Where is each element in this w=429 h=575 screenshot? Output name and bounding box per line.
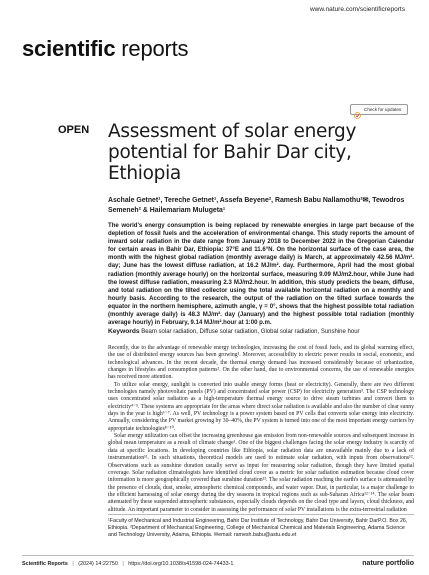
keywords-label: Keywords — [108, 328, 140, 335]
crossmark-icon — [354, 106, 361, 113]
footer-separator: | — [122, 561, 124, 567]
abstract: The world's energy consumption is being replaced by renewable energies in large part because of the depletion of fossil fuels and the acceleration of environmental change. This study reports the amount of inward solar radiation in the date range from January 2018 to December 2022 in the Gregorian Calendar for certain areas in Bahir Dar, Ethiopia: 37°E and 11.6°N. On the horizontal surface of the case area, the month with the highest global radiation (monthly average daily) is March, at approximately 42.56 MJ/m². day; June has the lowest diffuse radiation, at 16.2 MJ/m². day. Furthermore, April had the most global radiation (monthly average hourly) on the horizontal surface, measuring 9.09 MJ/m2.hour, while June had the lowest diffuse radiation, measuring 2.3 MJ/m2.hour. In addition, this study predicts the beam, diffuse, and total radiation on the tilted collector using the total available horizontal radiation on a monthly and hourly basis. According to the research, the output of the radiation on the tilted surface towards the equator in the northern hemisphere, azimuth angle, γ = 0°, shows that the highest possible total radiation (monthly average daily) is 48.3 MJ/m². day (January) and the highest possible total radiation (monthly average hourly) in February, 9.14 MJ/m².hour at 1:00 p.m. — [108, 223, 414, 327]
nature-portfolio-logo: nature portfolio — [362, 560, 414, 567]
footer-citation: (2024) 14:22750 — [78, 561, 118, 567]
journal-name-bold: scientific — [22, 36, 116, 61]
article-body — [108, 345, 414, 514]
affiliations-divider — [108, 514, 414, 515]
check-for-updates-button[interactable] — [350, 104, 408, 115]
keywords-line — [108, 328, 414, 335]
journal-masthead[interactable] — [22, 36, 188, 62]
journal-name-light: reports — [115, 36, 189, 61]
footer-journal: Scientific Reports — [22, 561, 68, 567]
open-access-label: OPEN — [58, 124, 90, 136]
footer-separator: | — [72, 561, 74, 567]
footer-divider — [22, 555, 414, 556]
body-paragraph: Solar energy utilization can offset the increasing greenhouse gas emission from non-renewable sources and subsequent increase in global mean temperature as a result of climate change¹. One of the biggest challenges facing the solar energy industry is scarcity of data at specific locations. In developing countries like Ethiopia, solar radiation data are unavailable mainly due to a lack of instrumentation¹¹. In such situations, theoretical models are used to estimate solar radiation, with inputs from observations¹². Observations such as sunshine duration usually serve as input for measuring solar radiation, though they have limited spatial coverage. Solar radiation climatologists have identified cloud cover as a metric for solar radiation estimation because cloud cover information is more geographically covered than sunshine duration¹³. The solar radiation reaching the earth's surface is attenuated by the presence of clouds, dust, smoke, atmospheric chemical compounds, and water vapor. Dust, in particular, is a major challenge to the efficient harnessing of solar energy during the dry seasons in tropical regions such as sub-Saharan Africa¹²⁻¹⁴. The solar beam attenuated by these suspended atmospheric substances, especially clouds depends on the cloud type and layers, cloud thickness, and altitude. An important parameter to consider in assessing the performance of solar PV installations is the extra-terrestrial radiation — [108, 433, 414, 513]
footer-doi-link[interactable]: https://doi.org/10.1038/s41598-024-74433-1 — [128, 561, 234, 567]
author-list[interactable]: Aschale Getnet¹, Tereche Getnet¹, Assefa Beyene², Ramesh Babu Nallamothu²✉, Tewodros Semeneh² & Hailemariam Mulugeta¹ — [108, 197, 405, 214]
page-footer — [22, 561, 414, 567]
keywords-text: Beam solar radiation, Diffuse solar radiation, Global solar radiation, Sunshine hour — [141, 329, 360, 335]
affiliations: ¹Faculty of Mechanical and Industrial Engineering, Bahir Dar Institute of Technology, Bahir Dar University, Bahir DarP.O. Box 26, Ethiopia. ²Department of Mechanical Engineering, College of Mechanical Chemical and Materials Engineering, Adama Science and Technology University, Adama, Ethiopia. ✉email: ramesh.babu@astu.edu.et — [108, 518, 408, 539]
body-paragraph: Recently, due to the advantage of renewable energy technologies, increasing the cost of fossil fuels, and its global warming effect, the use of distributed energy sources has been growing¹. Moreover, accessibility to electric power results in social, economic, and technological advances. In the recent decade, the thermal energy demand has increased considerably because of urbanization, changes in lifestyles and consumption patterns². On the other hand, due to environmental concerns, the use of renewable energies has received more attention. — [108, 345, 414, 381]
check-for-updates-label: Check for updates — [364, 107, 402, 112]
body-paragraph: To utilize solar energy, sunlight is converted into usable energy forms (heat or electricity). Generally, there are two different technologies namely photovoltaic panels (PV) and concentrated solar power (CSP) for electricity generation³. The CSP technology uses concentrated solar radiation as a high-temperature thermal energy source to drive steam turbines and convert them to electricity⁴⁻⁵. These systems are appropriate for the areas where direct solar radiation is available and also the number of clear sunny days in the year is high⁶⁻⁷. As well, PV technology is a power system based on PV cells that converts solar energy into electricity. Annually, considering the PV market growing by 30–40%, the PV system is turned into one of the most important energy carriers by appropriate technologies⁸⁻¹⁰. — [108, 381, 414, 432]
article-title: Assessment of solar energy potential for Bahir Dar city, Ethiopia — [108, 121, 357, 184]
journal-url[interactable]: www.nature.com/scientificreports — [309, 6, 405, 13]
